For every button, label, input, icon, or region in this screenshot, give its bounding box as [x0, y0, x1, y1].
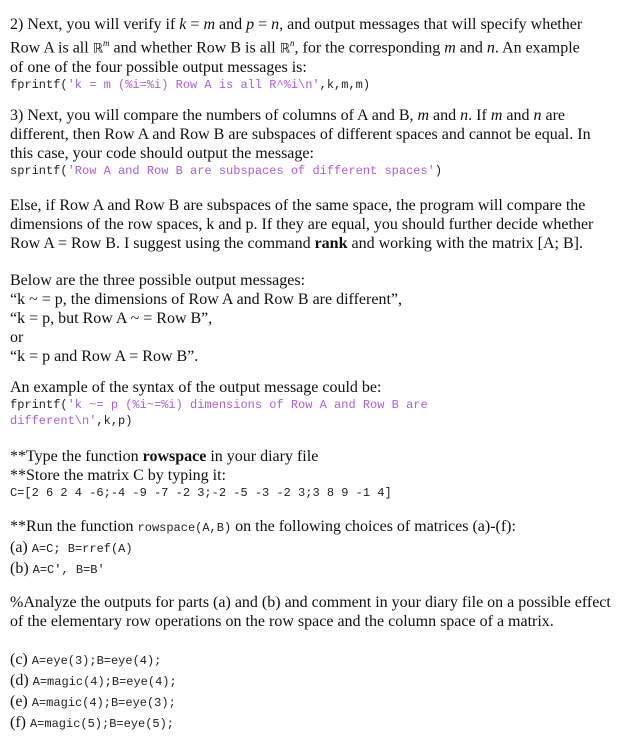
more-choices: [10, 650, 626, 734]
output-messages: [10, 271, 626, 366]
section-2-line-3: of one of the four possible output messages is:: [10, 59, 307, 77]
type-line-2: **Store the matrix C by typing it:: [10, 467, 226, 484]
type-line-1: **Type the function rowspace in your diary file: [10, 448, 319, 465]
section-3-line-1: 3) Next, you will compare the numbers of columns of A and B, m and n. If m and n are: [10, 107, 566, 124]
message-1: “k ~ = p, the dimensions of Row A and Row B are different”,: [10, 291, 402, 308]
choice-f: (f) A=magic(5);B=eye(5);: [10, 714, 175, 731]
section-3: [10, 106, 626, 179]
section-2-line-2: Row A is all ℝ$^m$ and whether Row B is all ℝ$^n$, for the corresponding m and n. An example: [10, 38, 580, 57]
type-instructions: [10, 447, 626, 502]
else-line-1: Else, if Row A and Row B are subspaces of the same space, the program will compare the: [10, 197, 586, 214]
analyze-line-1: %Analyze the outputs for parts (a) and (b) and comment in your diary file on a possible effect: [10, 594, 611, 611]
choice-d: (d) A=magic(4);B=eye(4);: [10, 672, 177, 689]
else-line-3: Row A = Row B. I suggest using the command rank and working with the matrix [A; B].: [10, 235, 583, 252]
else-paragraph: [10, 196, 626, 253]
code-line-1: fprintf('k ~= p (%i~=%i) dimensions of Row A and Row B are: [10, 398, 428, 412]
syntax-example: [10, 378, 626, 429]
syntax-intro: An example of the syntax of the output message could be:: [10, 379, 382, 396]
choice-e: (e) A=magic(4);B=eye(3);: [10, 693, 176, 710]
run-line-1: **Run the function rowspace(A,B) on the following choices of matrices (a)-(f):: [10, 518, 516, 535]
message-2: “k = p, but Row A ~ = Row B”,: [10, 310, 213, 327]
or-text: or: [10, 329, 24, 346]
analyze-line-2: of the elementary row operations on the row space and the column space of a matrix.: [10, 613, 554, 630]
choice-b: (b) A=C', B=B': [10, 560, 105, 577]
code-example-sprintf: sprintf('Row A and Row B are subspaces of different spaces'): [10, 164, 443, 178]
else-line-2: dimensions of the row spaces, k and p. If they are equal, you should further decide whether: [10, 216, 594, 233]
section-2-line-1: 2) Next, you will verify if k = m and p = n, and output messages that will specify whether: [10, 16, 583, 33]
section-2: [10, 15, 626, 93]
messages-intro: Below are the three possible output messages:: [10, 272, 306, 289]
matrix-c-code: C=[2 6 2 4 -6;-4 -9 -7 -2 3;-2 -5 -3 -2 3;3 8 9 -1 4]: [10, 486, 392, 500]
run-instructions: [10, 517, 626, 580]
message-3: “k = p and Row A = Row B”.: [10, 348, 199, 365]
choice-a: (a) A=C; B=rref(A): [10, 539, 133, 556]
code-line-2: different\n',k,p): [10, 414, 133, 428]
code-example-fprintf: fprintf('k = m (%i=%i) Row A is all R^%i\n',k,m,m): [10, 78, 371, 93]
analyze-paragraph: [10, 593, 626, 631]
section-3-line-2: different, then Row A and Row B are subspaces of different spaces and cannot be equal. In: [10, 126, 591, 143]
section-3-line-3: this case, your code should output the message:: [10, 145, 314, 162]
choice-c: (c) A=eye(3);B=eye(4);: [10, 651, 162, 668]
